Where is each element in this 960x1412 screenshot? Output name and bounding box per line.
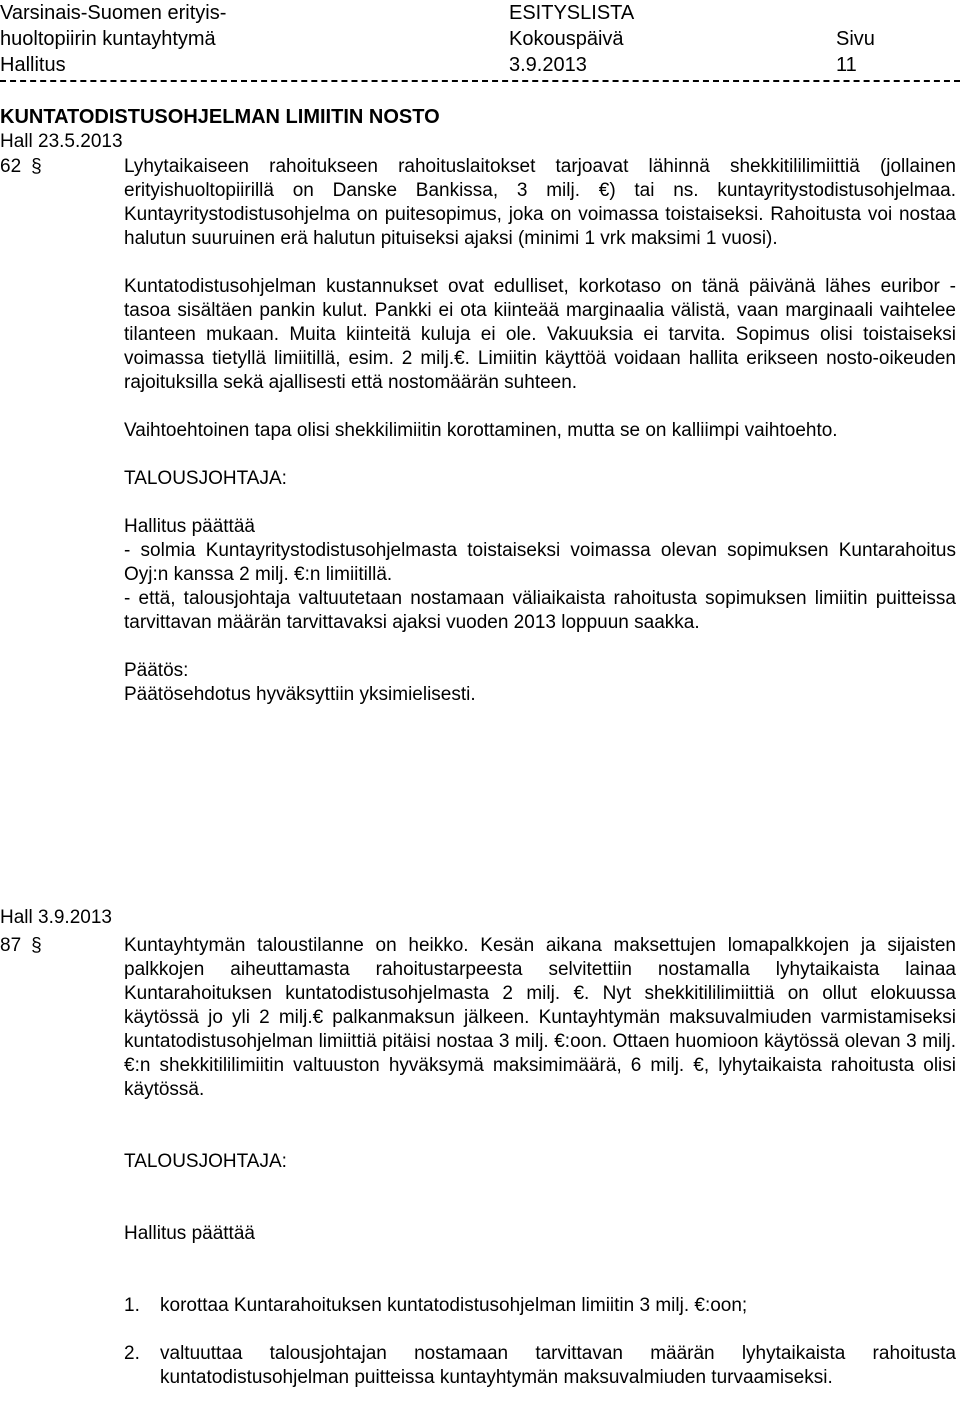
doc-type: ESITYSLISTA: [509, 2, 635, 24]
page-number: 11: [836, 54, 857, 76]
list-item: [124, 1294, 956, 1318]
document-header: [0, 0, 960, 120]
org-body: Hallitus: [0, 54, 66, 76]
section1-decides: Hallitus päättää: [124, 516, 255, 537]
header-divider: [0, 80, 960, 86]
meeting-date-label: Kokouspäivä: [509, 28, 624, 50]
list-item: [124, 1342, 956, 1390]
list-item-number: 2.: [124, 1343, 140, 1364]
page-title: KUNTATODISTUSOHJELMAN LIMIITIN NOSTO: [0, 106, 440, 128]
section1-meeting-ref: Hall 23.5.2013: [0, 131, 123, 152]
section1-paragraph-3: Vaihtoehtoinen tapa olisi shekkilimiitin korottaminen, mutta se on kalliimpi vaihtoehto.: [124, 420, 838, 441]
section1-decision-item-1: - solmia Kuntayritystodistusohjelmasta toistaiseksi voimassa olevan sopimuksen Kuntarahoitus Oyj:n kanssa 2 milj. €:n limiitillä.: [124, 540, 956, 585]
org-name-line1: Varsinais-Suomen erityis-: [0, 2, 227, 24]
section1-decision-label: Päätös:: [124, 660, 189, 681]
list-item-text: korottaa Kuntarahoituksen kuntatodistusohjelman limiitin 3 milj. €:oon;: [160, 1295, 748, 1316]
section1-role: TALOUSJOHTAJA:: [124, 468, 287, 489]
page-label: Sivu: [836, 28, 875, 50]
section1-decision-item-2: - että, talousjohtaja valtuutetaan nostamaan väliaikaista rahoitusta sopimuksen limiitin puitteissa tarvittavan määrän tarvittavaksi ajaksi vuoden 2013 loppuun saakka.: [124, 588, 956, 633]
section1-paragraph-1: Lyhytaikaiseen rahoitukseen rahoituslaitokset tarjoavat lähinnä shekkitililimiittiä (jollainen erityishuoltopiirillä on Danske Bankissa, 3 milj. €) tai ns. kuntayritystodistusohjelmaa. Kuntayritystodistusohjelma on puitesopimus, joka on voimassa toistaiseksi. Rahoitusta voi nostaa halutun suuruinen erä halutun pituiseksi ajaksi (minimi 1 vrk maksimi 1 vuosi).: [124, 156, 956, 249]
section2-number-text: 87: [0, 935, 22, 956]
section1-decision-text: Päätösehdotus hyväksyttiin yksimielisesti.: [124, 684, 476, 705]
section1-number: [0, 155, 42, 179]
org-name-line2: huoltopiirin kuntayhtymä: [0, 28, 216, 50]
section2-decides: Hallitus päättää: [124, 1223, 255, 1244]
section2-meeting-ref: Hall 3.9.2013: [0, 907, 112, 928]
section2-role: TALOUSJOHTAJA:: [124, 1151, 287, 1172]
section1-number-text: 62: [0, 156, 22, 177]
section1-paragraph-2: Kuntatodistusohjelman kustannukset ovat edulliset, korkotaso on tänä päivänä lähes euribor -tasoa sisältäen pankin kulut. Pankki ei ota kiinteää marginaalia välistä, vaan marginaali vaihtelee tilanteen mukaan. Muita kiinteitä kuluja ei ole. Vakuuksia ei tarvita. Sopimus olisi toistaiseksi voimassa tietyllä limiitillä, esim. 2 milj.€. Limiitin käyttöä voidaan hallita erikseen nosto-oikeuden rajoituksilla sekä ajallisesti että nostomäärän suhteen.: [124, 276, 956, 393]
section2-decision-list: [124, 1294, 956, 1390]
meeting-date: 3.9.2013: [509, 54, 587, 76]
section-symbol: §: [31, 935, 42, 956]
section2-paragraph-1: Kuntayhtymän taloustilanne on heikko. Kesän aikana maksettujen lomapalkkojen ja sijaisten palkkojen aiheuttamasta rahoitustarpeesta selvitettiin nostamalla lyhytaikaista lainaa Kuntarahoituksen kuntatodistusohjelmasta 2 milj. €. Nyt shekkitililimiittiä on ollut elokuussa käytössä jo yli 2 milj.€ palkanmaksun jälkeen. Kuntayhtymän maksuvalmiuden varmistamiseksi kuntatodistusohjelman limiittiä pitäisi nostaa 3 milj. €:oon. Ottaen huomioon käytössä olevan 3 milj. €:n shekkitililimiitin valtuuston hyväksymä maksimimäärä, 6 milj. €, lyhytaikaista rahoitusta olisi käytössä.: [124, 935, 956, 1100]
section2-number: [0, 934, 42, 958]
section2-body: [124, 934, 956, 1390]
section-symbol: §: [31, 156, 42, 177]
list-item-number: 1.: [124, 1295, 140, 1316]
list-item-text: valtuuttaa talousjohtajan nostamaan tarvittavan määrän lyhytaikaista rahoitusta kuntatodistusohjelman puitteissa kuntayhtymän maksuvalmiuden turvaamiseksi.: [160, 1343, 956, 1388]
section1-body: [124, 155, 956, 707]
